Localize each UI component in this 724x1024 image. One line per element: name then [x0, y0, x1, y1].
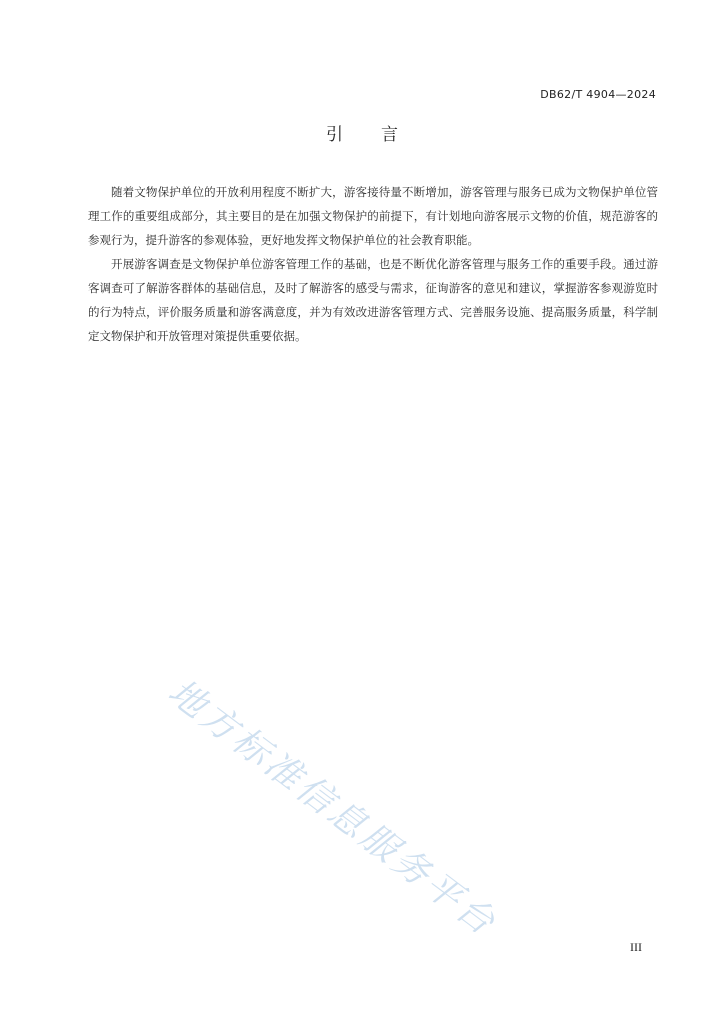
- title-char-1: 引: [326, 125, 343, 145]
- body-text: [88, 180, 658, 348]
- watermark: 地方标准信息服务平台: [160, 671, 505, 945]
- page-number: III: [630, 940, 642, 954]
- doc-number: DB62/T 4904—2024: [540, 88, 656, 101]
- paragraph-2: 开展游客调查是文物保护单位游客管理工作的基础，也是不断优化游客管理与服务工作的重要手段。通过游客调查可了解游客群体的基础信息，及时了解游客的感受与需求，征询游客的意见和建议，掌握游客参观游览时的行为特点，评价服务质量和游客满意度，并为有效改进游客管理方式、完善服务设施、提高服务质量，科学制定文物保护和开放管理对策提供重要依据。: [88, 257, 658, 343]
- page-title: [0, 120, 724, 145]
- title-char-2: 言: [381, 125, 398, 145]
- paragraph-1: 随着文物保护单位的开放利用程度不断扩大，游客接待量不断增加，游客管理与服务已成为文物保护单位管理工作的重要组成部分，其主要目的是在加强文物保护的前提下，有计划地向游客展示文物的价值，规范游客的参观行为，提升游客的参观体验，更好地发挥文物保护单位的社会教育职能。: [88, 185, 658, 247]
